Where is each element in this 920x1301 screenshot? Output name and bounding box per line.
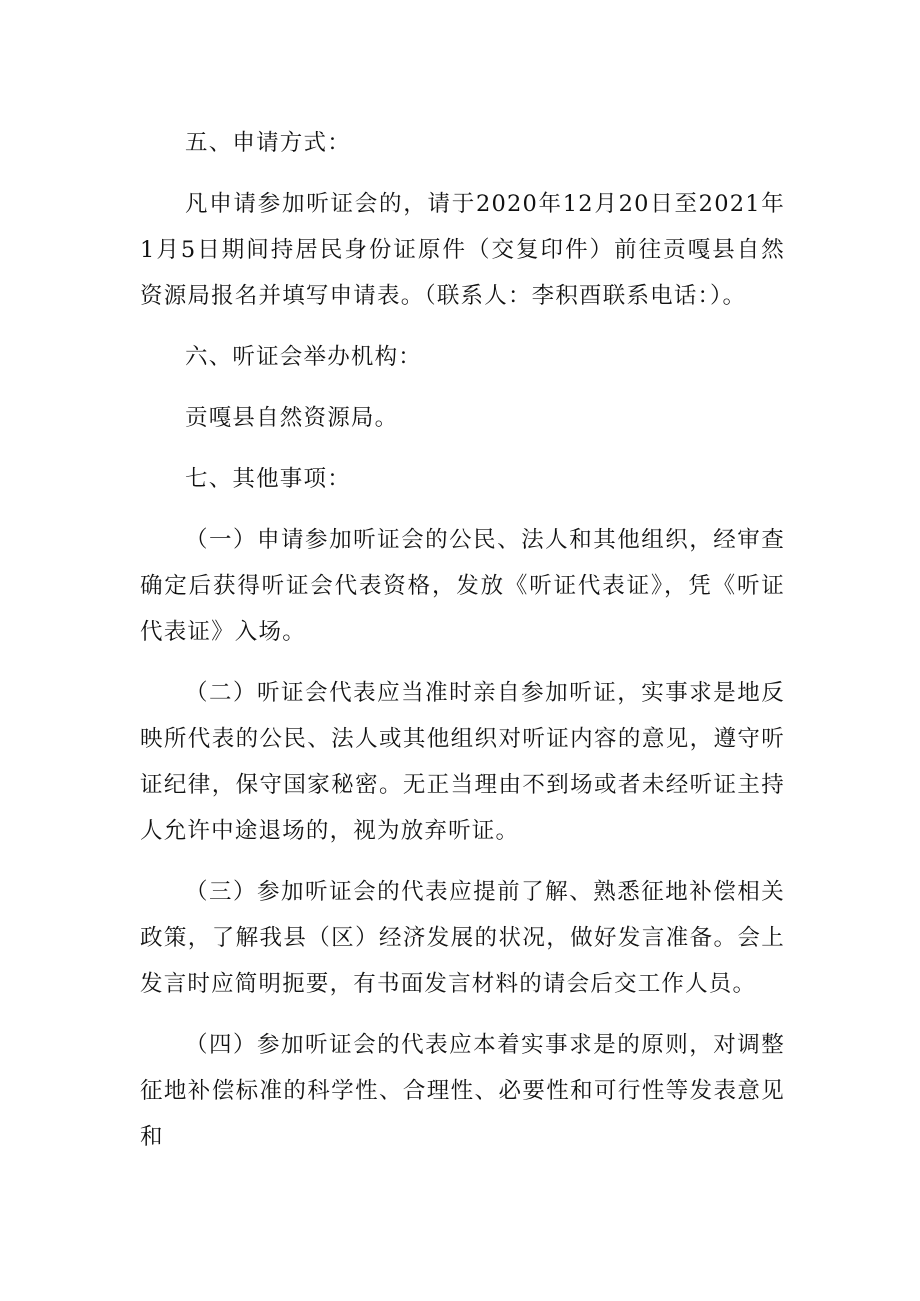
paragraph-item-3: （三）参加听证会的代表应提前了解、熟悉征地补偿相关政策，了解我县（区）经济发展的状况，做好发言准备。会上发言时应简明扼要，有书面发言材料的请会后交工作人员。 bbox=[140, 879, 785, 997]
section-heading-other-matters: 七、其他事项： bbox=[185, 466, 351, 492]
section-heading-application-method: 五、申请方式： bbox=[185, 130, 351, 156]
paragraph-item-1: （一）申请参加听证会的公民、法人和其他组织，经审查确定后获得听证会代表资格，发放《听证代表证》，凭《听证代表证》入场。 bbox=[140, 527, 785, 645]
paragraph-item-2: （二）听证会代表应当准时亲自参加听证，实事求是地反映所代表的公民、法人或其他组织对听证内容的意见，遵守听证纪律，保守国家秘密。无正当理由不到场或者未经听证主持人允许中途退场的，视为放弃听证。 bbox=[140, 680, 785, 844]
document-body bbox=[140, 120, 785, 1160]
section-heading-organizer: 六、听证会举办机构： bbox=[185, 344, 423, 370]
paragraph-item-4: （四）参加听证会的代表应本着实事求是的原则，对调整征地补偿标准的科学性、合理性、必要性和可行性等发表意见和 bbox=[140, 1032, 785, 1150]
paragraph-organizer-name: 贡嘎县自然资源局。 bbox=[185, 405, 399, 431]
paragraph-application-details: 凡申请参加听证会的，请于2020年12月20日至2021年1月5日期间持居民身份证原件（交复印件）前往贡嘎县自然资源局报名并填写申请表。（联系人：李积酉联系电话：）。 bbox=[140, 191, 785, 309]
